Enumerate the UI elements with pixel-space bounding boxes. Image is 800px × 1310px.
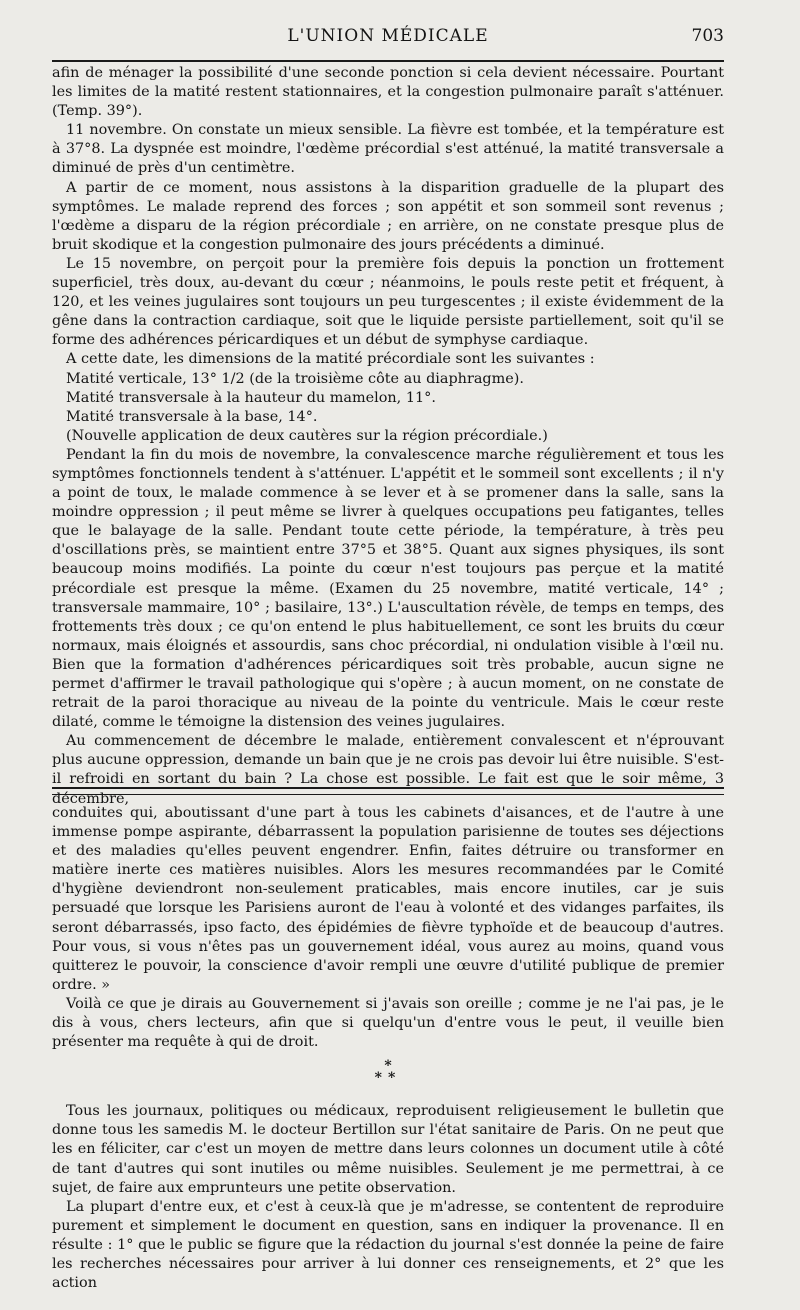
- section-separator: [52, 787, 724, 795]
- lower-section: [52, 804, 724, 1293]
- paragraph: A cette date, les dimensions de la matité précordiale sont les suivantes :: [66, 351, 595, 368]
- paragraph: afin de ménager la possibilité d'une seconde ponction si cela devient nécessaire. Pourtant les limites de la matité restent stationnaires, et la congestion pulmonaire paraît s'atténuer. (Temp. 39°).: [52, 65, 724, 120]
- asterism-top: *: [384, 1058, 392, 1075]
- paragraph: La plupart d'entre eux, et c'est à ceux-là que je m'adresse, se contentent de reproduire purement et simplement le document en question, sans en indiquer la provenance. Il en résulte : 1° que le public se figure que la rédaction du journal s'est donnée la peine de faire les recherches nécessaires pour arriver à lui donner ces renseignements, et 2° que les action: [52, 1198, 724, 1292]
- paragraph: Matité verticale, 13° 1/2 (de la troisième côte au diaphragme).: [66, 370, 524, 387]
- asterism-bottom: **: [374, 1070, 402, 1087]
- paragraph: Matité transversale à la base, 14°.: [66, 408, 318, 425]
- paragraph: Voilà ce que je dirais au Gouvernement si j'avais son oreille ; comme je ne l'ai pas, je le dis à vous, chers lecteurs, afin que si quelqu'un d'entre vous le peut, il veuille bien présenter ma requête à qui de droit.: [52, 995, 724, 1051]
- paragraph: (Nouvelle application de deux cautères sur la région précordiale.): [66, 427, 548, 444]
- paragraph: Tous les journaux, politiques ou médicaux, reproduisent religieusement le bulletin que donne tous les samedis M. le docteur Bertillon sur l'état sanitaire de Paris. On ne peut que les en féliciter, car c'est un moyen de mettre dans leurs colonnes un document utile à côté de tant d'autres qui sont inutiles ou même nuisibles. Seulement je me permettrai, à ce sujet, de faire aux emprunteurs une petite observation.: [52, 1103, 724, 1196]
- upper-section: [52, 64, 724, 809]
- paragraph: Le 15 novembre, on perçoit pour la première fois depuis la ponction un frottement superficiel, très doux, au-devant du cœur ; néanmoins, le pouls reste petit et fréquent, à 120, et les veines jugulaires sont toujours un peu turgescentes ; il existe évidemment de la gêne dans la contraction cardiaque, soit que le liquide persiste partiellement, soit qu'il se forme des adhérences péricardiques et un début de symphyse cardiaque.: [52, 255, 724, 349]
- paragraph: Pendant la fin du mois de novembre, la convalescence marche régulièrement et tous les symptômes fonctionnels tendent à s'atténuer. L'appétit et le sommeil sont excellents ; il n'y a point de toux, le malade commence à se lever et à se promener dans la salle, sans la moindre oppression ; il peut même se livrer à quelques occupations peu fatigantes, telles que le balayage de la salle. Pendant toute cette période, la température, à très peu d'oscillations près, se maintient entre 37°5 et 38°5. Quant aux signes physiques, ils sont beaucoup moins modifiés. La pointe du cœur n'est toujours pas perçue et la matité précordiale est presque la même. (Examen du 25 novembre, matité verticale, 14° ; transversale mammaire, 10° ; basilaire, 13°.) L'auscultation révèle, de temps en temps, des frottements très doux ; ce qu'on entend le plus habituellement, ce sont les bruits du cœur normaux, mais éloignés et assourdis, sans choc précordial, ni ondulation visible à l'œil nu. Bien que la formation d'adhérences péricardiques soit très probable, aucun signe ne permet d'affirmer le travail pathologique qui s'opère ; à aucun moment, on ne constate de retrait de la paroi thoracique au niveau de la pointe du ventricule. Mais le cœur reste dilaté, comme le témoigne la distension des veines jugulaires.: [52, 446, 724, 731]
- page-header: [52, 22, 724, 52]
- running-title: L'UNION MÉDICALE: [287, 26, 489, 46]
- page-number: 703: [691, 26, 724, 46]
- paragraph: Au commencement de décembre le malade, entièrement convalescent et n'éprouvant plus aucune oppression, demande un bain que je ne crois pas devoir lui être nuisible. S'est-il refroidi en sortant du bain ? La chose est possible. Le fait est que le soir même, 3 décembre,: [52, 733, 724, 807]
- lower-paragraphs-b: [52, 1102, 724, 1293]
- paragraph: Matité transversale à la hauteur du mamelon, 11°.: [66, 389, 436, 406]
- paragraph: A partir de ce moment, nous assistons à la disparition graduelle de la plupart des symptômes. Le malade reprend des forces ; son appétit et son sommeil sont revenus ; l'œdème a disparu de la région précordiale ; en arrière, on ne constate presque plus de bruit skodique et la congestion pulmonaire des jours précédents a diminué.: [52, 179, 724, 253]
- lower-paragraphs-a: [52, 804, 724, 1052]
- paragraph: conduites qui, aboutissant d'une part à tous les cabinets d'aisances, et de l'autre à une immense pompe aspirante, débarrassent la population parisienne de toutes ses déjections et des maladies qu'elles peuvent engendrer. Enfin, faites détruire ou transformer en matière inerte ces matières nuisibles. Alors les mesures recommandées par le Comité d'hygiène deviendront non-seulement praticables, mais encore inutiles, car je suis persuadé que lorsque les Parisiens auront de l'eau à volonté et des vidanges parfaites, ils seront débarrassés, ipso facto, des épidémies de fièvre typhoïde et de beaucoup d'autres. Pour vous, si vous n'êtes pas un gouvernement idéal, vous aurez au moins, quand vous quitterez le pouvoir, la conscience d'avoir rempli une œuvre d'utilité publique de premier ordre. »: [52, 805, 724, 993]
- header-rule: [52, 60, 724, 62]
- asterism: [52, 1058, 724, 1087]
- paragraph: 11 novembre. On constate un mieux sensible. La fièvre est tombée, et la température est à 37°8. La dyspnée est moindre, l'œdème précordial s'est atténué, la matité transversale a diminué de près d'un centimètre.: [52, 122, 724, 177]
